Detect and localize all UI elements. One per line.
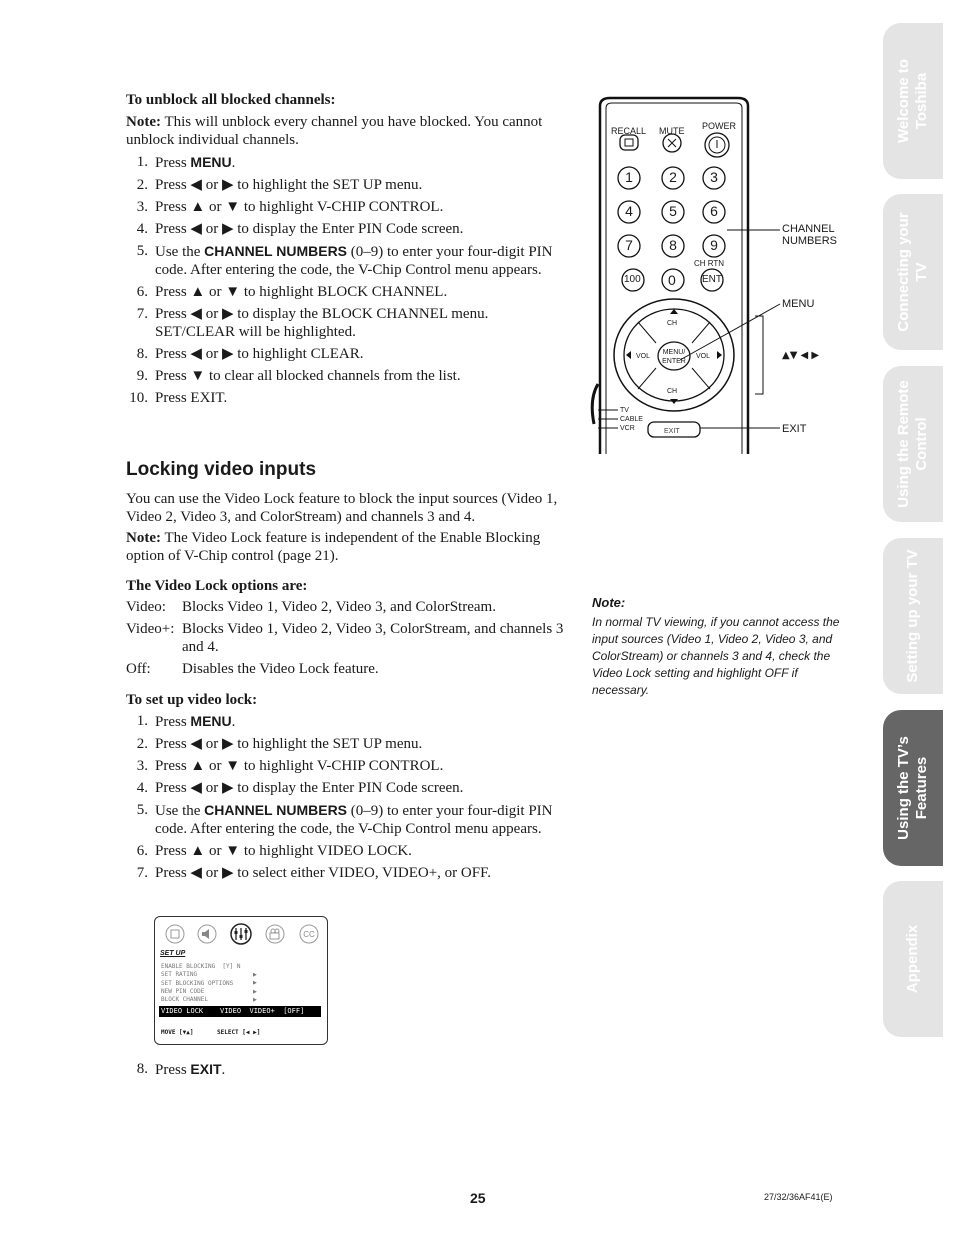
- ch-rtn-label: CH RTN: [694, 259, 725, 268]
- callout-exit: EXIT: [782, 423, 807, 435]
- step-item: 2. Press ◀ or ▶ to highlight the SET UP menu.: [136, 736, 423, 752]
- osd-item: ENABLE BLOCKING [Y] N: [161, 963, 241, 970]
- locking-title: Locking video inputs: [126, 459, 317, 480]
- ch-up-label: CH: [667, 320, 678, 327]
- unblock-note: [126, 113, 568, 149]
- note-text: This will unblock every channel you have blocked. You cannot unblock individual channels.: [126, 114, 543, 148]
- tab-setting-up-your-tv[interactable]: [883, 538, 943, 694]
- svg-text:CC: CC: [303, 930, 315, 939]
- osd-icons: [161, 923, 321, 945]
- recall-label: RECALL: [611, 126, 647, 136]
- lock-step-8: [126, 1060, 568, 1079]
- locking-intro: You can use the Video Lock feature to block the input sources (Video 1, Video 2, Video 3, and ColorStream) and channels 3 and 4.: [126, 491, 558, 525]
- option-desc: Blocks Video 1, Video 2, Video 3, ColorStream, and channels 3 and 4.: [182, 621, 564, 655]
- lock-steps: [126, 712, 568, 882]
- step-item: 7. Press ◀ or ▶ to display the BLOCK CHANNEL menu. SET/CLEAR will be highlighted.: [136, 306, 489, 340]
- power-label: POWER: [702, 121, 737, 131]
- picture-icon: [166, 925, 184, 943]
- option-desc: Disables the Video Lock feature.: [182, 661, 379, 677]
- step-item: 7. Press ◀ or ▶ to select either VIDEO, VIDEO+, or OFF.: [136, 865, 491, 881]
- tab-connecting-your-tv[interactable]: [883, 194, 943, 350]
- side-note: [592, 594, 848, 699]
- model-number: 27/32/36AF41(E): [764, 1192, 833, 1202]
- digit-9-label: 9: [710, 237, 718, 253]
- step-item: 4. Press ◀ or ▶ to display the Enter PIN Code screen.: [136, 221, 464, 237]
- unblock-heading: To unblock all blocked channels:: [126, 92, 336, 108]
- audio-icon: [198, 925, 216, 943]
- digit-3-label: 3: [710, 169, 718, 185]
- setup-heading: To set up video lock:: [126, 692, 258, 708]
- tab-label: Using the Remote Control: [895, 380, 930, 508]
- hundred-label: 100: [624, 274, 641, 285]
- step-item: 9. Press ▼ to clear all blocked channels from the list.: [136, 368, 461, 384]
- page-number: 25: [470, 1190, 486, 1206]
- osd-item: SET RATING: [161, 971, 198, 979]
- setup-icon: [231, 924, 251, 944]
- unblock-section: [126, 91, 568, 411]
- note-label: Note:: [126, 114, 161, 130]
- step-item: 3. Press ▲ or ▼ to highlight V-CHIP CONTROL.: [136, 758, 444, 774]
- osd-title: SET UP: [160, 950, 186, 957]
- remote-illustration: [588, 94, 848, 454]
- option-row: [126, 660, 568, 678]
- step-item: 8. Press EXIT.: [136, 1061, 226, 1078]
- option-row: [126, 598, 568, 616]
- zero-label: 0: [668, 272, 676, 288]
- mute-label: MUTE: [659, 126, 685, 136]
- tab-using-the-remote-control[interactable]: [883, 366, 943, 522]
- option-term: Video:: [126, 599, 166, 615]
- digit-1-label: 1: [625, 169, 633, 185]
- tab-label: Setting up your TV: [904, 549, 921, 683]
- applications-icon: [266, 925, 284, 943]
- key-label: CHANNEL NUMBERS: [204, 243, 348, 259]
- osd-item: NEW PIN CODE: [161, 987, 205, 995]
- step-item: 6. Press ▲ or ▼ to highlight BLOCK CHANNEL.: [136, 284, 448, 300]
- osd-menu-screenshot: [154, 916, 328, 1045]
- digit-8-label: 8: [669, 237, 677, 253]
- digit-7-label: 7: [625, 237, 633, 253]
- exit-button-label: EXIT: [664, 428, 680, 435]
- ch-down-label: CH: [667, 388, 678, 395]
- mode-label: TV: [620, 407, 629, 414]
- side-note-label: Note:: [592, 595, 626, 610]
- locking-note: [126, 529, 568, 565]
- tab-label: Appendix: [904, 924, 921, 994]
- step-item: 3. Press ▲ or ▼ to highlight V-CHIP CONTROL.: [136, 199, 444, 215]
- step-item: 6. Press ▲ or ▼ to highlight VIDEO LOCK.: [136, 843, 412, 859]
- osd-move-hint: MOVE [▼▲]: [161, 1029, 194, 1036]
- tab-using-the-tv-s-features[interactable]: [883, 710, 943, 866]
- step-item: 1. Press MENU.: [136, 713, 236, 730]
- step-item: 1. Press MENU.: [136, 154, 236, 171]
- key-label: MENU: [190, 713, 232, 729]
- mode-labels: [620, 406, 643, 433]
- callout-menu: MENU: [782, 298, 815, 310]
- unblock-steps: [126, 153, 568, 407]
- side-note-text: In normal TV viewing, if you cannot access the input sources (Video 1, Video 2, Video 3, and ColorStream) or channels 3 and 4, check the Video Lock setting and highlight OFF if necessary.: [592, 615, 840, 697]
- mode-label: CABLE: [620, 416, 643, 423]
- cc-icon: [300, 925, 318, 943]
- step-item: 5. Use the CHANNEL NUMBERS (0–9) to enter your four-digit PIN code. After entering the code, the V-Chip Control menu appears.: [136, 243, 553, 278]
- callout-arrows: ▲▼ ◀ ▶: [782, 350, 820, 361]
- option-term: Video+:: [126, 621, 175, 637]
- osd-item: BLOCK CHANNEL: [161, 996, 208, 1004]
- osd-item-arrows: ▶ ▶ ▶ ▶: [253, 972, 257, 1003]
- tab-appendix[interactable]: [883, 881, 943, 1037]
- exit-key-label: EXIT: [190, 1061, 222, 1077]
- callout-channel-numbers: CHANNEL NUMBERS: [782, 223, 838, 247]
- step-item: 2. Press ◀ or ▶ to highlight the SET UP menu.: [136, 177, 423, 193]
- menu-enter-label: MENU/ ENTER: [662, 349, 686, 365]
- osd-icon-row: [161, 923, 321, 945]
- vol-right-label: VOL: [696, 353, 711, 360]
- mode-label: VCR: [620, 425, 635, 432]
- tab-label: Welcome to Toshiba: [895, 59, 930, 143]
- options-heading: The Video Lock options are:: [126, 578, 308, 594]
- digit-4-label: 4: [625, 203, 633, 219]
- digit-6-label: 6: [710, 203, 718, 219]
- key-label: MENU: [190, 154, 232, 170]
- note-label: Note:: [126, 530, 161, 546]
- ent-label: ENT: [702, 274, 722, 285]
- key-label: CHANNEL NUMBERS: [204, 802, 348, 818]
- vol-left-label: VOL: [636, 353, 651, 360]
- osd-items: [161, 963, 261, 1004]
- tab-welcome-to-toshiba[interactable]: [883, 23, 943, 179]
- locking-body: [126, 490, 568, 886]
- osd-select-hint: SELECT [◀ ▶]: [217, 1029, 261, 1036]
- step-item: 5. Use the CHANNEL NUMBERS (0–9) to enter your four-digit PIN code. After entering the code, the V-Chip Control menu appears.: [136, 802, 553, 837]
- step-item: 8. Press ◀ or ▶ to highlight CLEAR.: [136, 346, 364, 362]
- option-term: Off:: [126, 661, 151, 677]
- option-desc: Blocks Video 1, Video 2, Video 3, and ColorStream.: [182, 599, 496, 615]
- option-row: [126, 620, 568, 656]
- options-list: [126, 598, 568, 678]
- digit-5-label: 5: [669, 203, 677, 219]
- digit-2-label: 2: [669, 169, 677, 185]
- osd-highlight-row: VIDEO LOCK VIDEO VIDEO+ [OFF]: [159, 1006, 321, 1017]
- osd-item: SET BLOCKING OPTIONS: [161, 979, 234, 987]
- tab-label: Connecting your TV: [895, 212, 930, 332]
- step-item: 4. Press ◀ or ▶ to display the Enter PIN Code screen.: [136, 780, 464, 796]
- note-text: The Video Lock feature is independent of the Enable Blocking option of V-Chip control (page 21).: [126, 530, 541, 564]
- step-item: 10. Press EXIT.: [129, 390, 228, 406]
- tab-label: Using the TV’s Features: [895, 736, 930, 840]
